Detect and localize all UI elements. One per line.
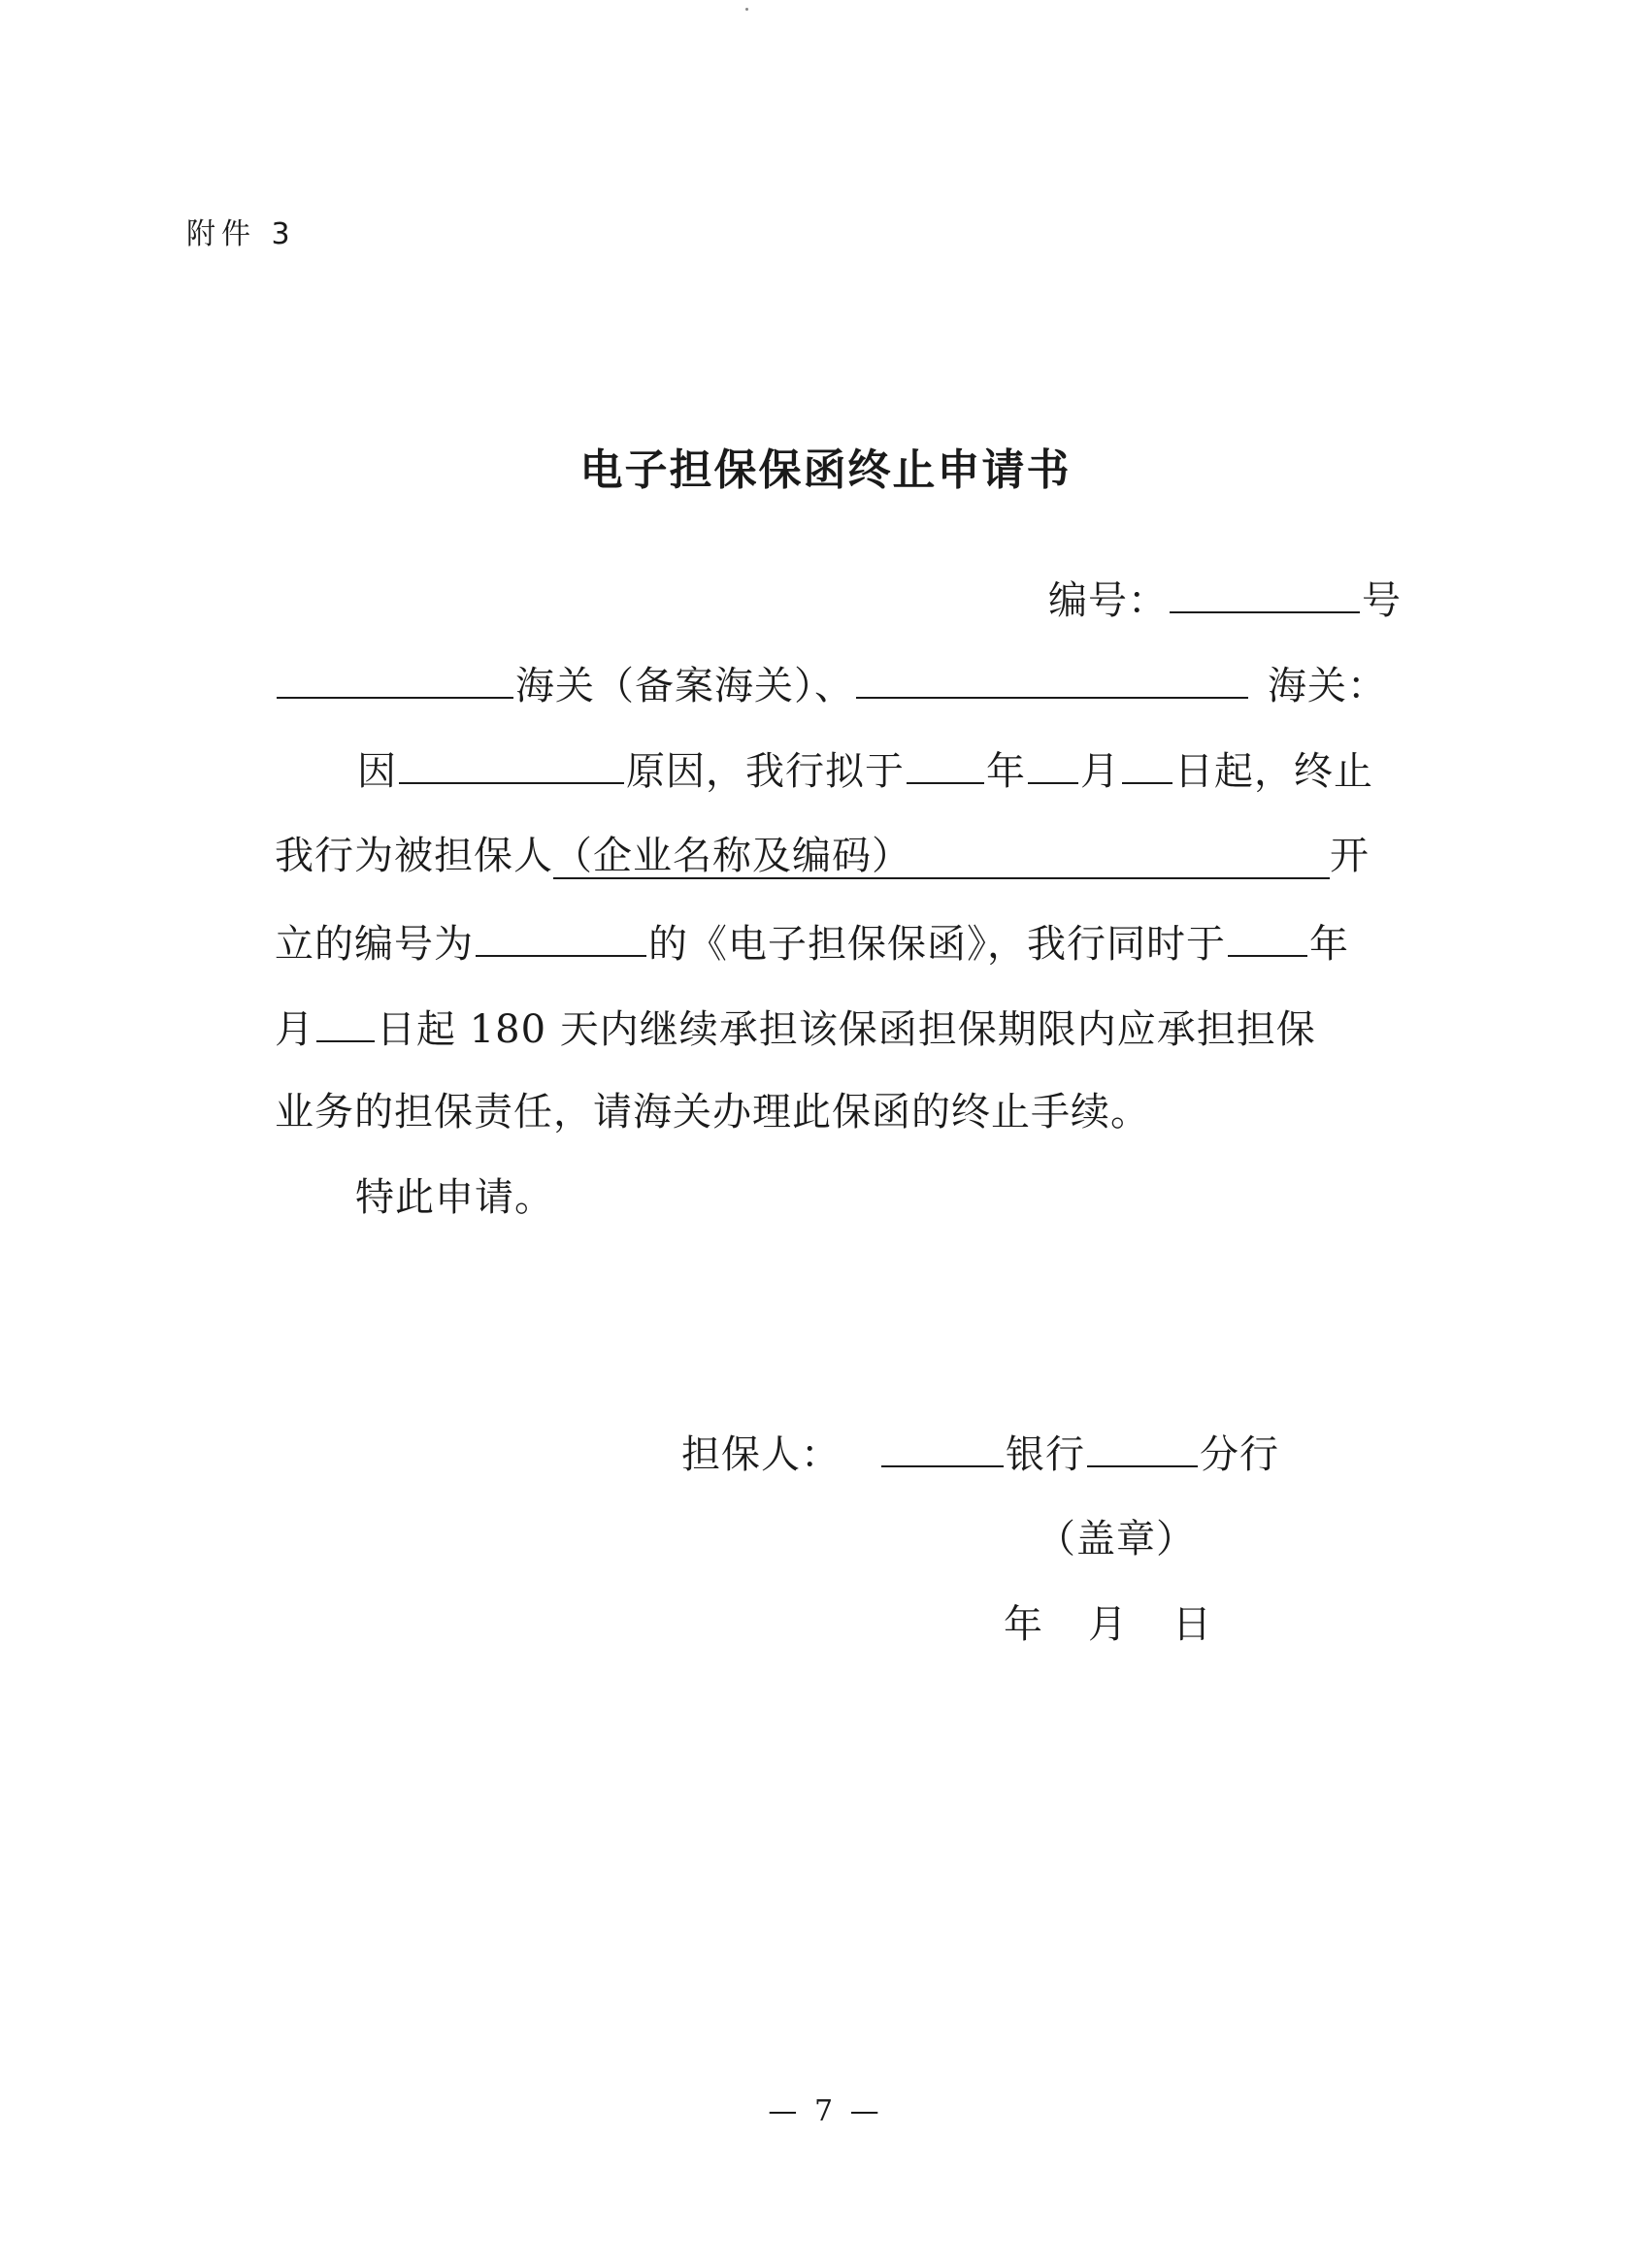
customs-blank-1 xyxy=(277,660,513,699)
addressee-line xyxy=(275,660,1387,709)
body-line-5: 业务的担保责任，请海关办理此保函的终止手续。 xyxy=(275,1090,1150,1134)
body-text: 月 xyxy=(275,1007,314,1052)
company-name-field xyxy=(553,835,1330,879)
bank-label: 银行 xyxy=(1006,1432,1085,1477)
customs-label-1: 海关（备案海关）、 xyxy=(515,664,854,708)
month-blank xyxy=(1028,745,1078,784)
number-blank xyxy=(1170,575,1360,613)
date-month: 月 xyxy=(1088,1602,1128,1647)
body-text: 原因，我行拟于 xyxy=(626,749,905,794)
year-blank xyxy=(907,745,984,784)
body-text: 因 xyxy=(357,749,397,794)
body-text: 立的编号为 xyxy=(275,922,474,967)
branch-blank xyxy=(1087,1429,1198,1467)
company-name-placeholder: （企业名称及编码） xyxy=(553,834,911,878)
scan-speck xyxy=(745,8,748,11)
guarantor-line xyxy=(681,1429,1279,1478)
seal-text: （盖章） xyxy=(1037,1517,1196,1561)
date-year: 年 xyxy=(1004,1602,1043,1647)
day-blank xyxy=(1122,745,1172,784)
date-line xyxy=(1004,1601,1212,1648)
body-text: 我行为被担保人 xyxy=(275,834,553,878)
number-line xyxy=(1048,575,1402,624)
attachment-label: 附件 3 xyxy=(186,217,296,251)
body-line-4 xyxy=(275,1003,1316,1053)
date-day: 日 xyxy=(1172,1602,1212,1647)
customs-label-2: 海关： xyxy=(1268,664,1387,708)
closing-text: 特此申请。 xyxy=(355,1175,554,1220)
body-text: 月 xyxy=(1080,749,1120,794)
page-number: — 7 — xyxy=(768,2094,883,2128)
guarantee-number-blank xyxy=(476,918,646,957)
day-blank-2 xyxy=(316,1003,375,1042)
body-line-1 xyxy=(357,745,1373,795)
body-text: 日起 180 天内继续承担该保函担保期限内应承担担保 xyxy=(377,1007,1316,1052)
customs-blank-2 xyxy=(856,660,1248,699)
body-line-3 xyxy=(275,918,1349,968)
body-text: 日起，终止 xyxy=(1174,749,1373,794)
body-text: 年 xyxy=(1309,922,1349,967)
guarantor-label: 担保人： xyxy=(681,1432,841,1477)
body-text: 年 xyxy=(986,749,1026,794)
document-title: 电子担保保函终止申请书 xyxy=(579,445,1072,495)
number-label: 编号： xyxy=(1048,578,1168,623)
branch-label: 分行 xyxy=(1200,1432,1279,1477)
number-suffix: 号 xyxy=(1362,578,1402,623)
year-blank-2 xyxy=(1228,918,1307,957)
body-line-2 xyxy=(275,833,1370,879)
reason-blank xyxy=(399,745,624,784)
body-text: 开 xyxy=(1330,834,1370,878)
bank-blank xyxy=(881,1429,1004,1467)
body-text: 的《电子担保保函》，我行同时于 xyxy=(648,922,1226,967)
